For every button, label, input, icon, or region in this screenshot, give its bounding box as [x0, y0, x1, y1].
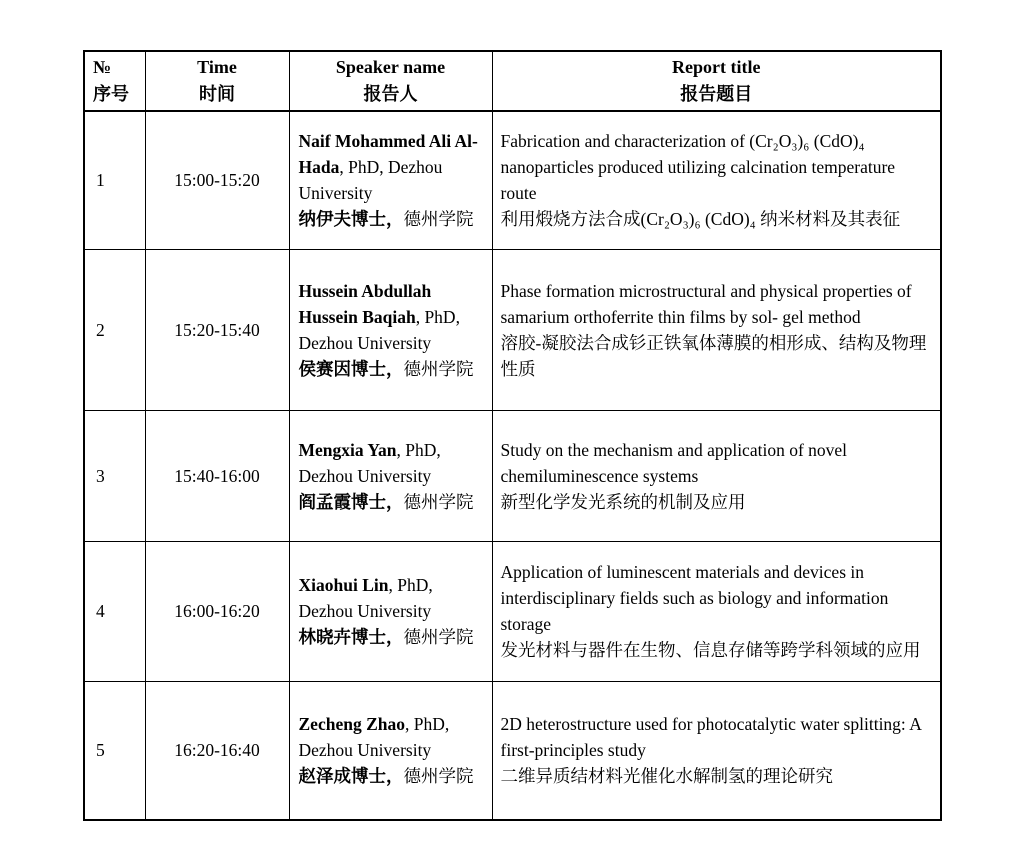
header-title	[492, 51, 941, 111]
header-speaker	[289, 51, 492, 111]
speaker-name-zh: 侯赛因博士，	[298, 358, 404, 379]
speaker-affiliation-en: , PhD, Dezhou University	[298, 306, 460, 353]
speaker-cell	[289, 410, 492, 541]
speaker-name-zh: 阎孟霞博士，	[298, 491, 404, 512]
speaker-english	[299, 437, 488, 489]
report-title-en: Fabrication and characterization of (Cr₂O₃)₆ (CdO)₄ nanoparticles produced utilizing calcination temperature route	[500, 131, 896, 204]
report-title-en: Phase formation microstructural and physical properties of samarium orthoferrite thin films by sol- gel method	[500, 280, 912, 327]
speaker-name-zh: 纳伊夫博士，	[298, 209, 404, 230]
report-title-zh: 新型化学发光系统的机制及应用	[500, 491, 746, 512]
speaker-affiliation-zh: 德州学院	[403, 627, 474, 647]
speaker-english	[299, 572, 488, 624]
speaker-chinese	[299, 206, 488, 232]
speaker-name-en: Naif Mohammed Ali Al-Hada	[298, 131, 478, 178]
time-cell: 16:00-16:20	[145, 541, 289, 681]
row-number: 2	[84, 249, 145, 410]
speaker-cell	[289, 541, 492, 681]
report-title-cell	[492, 249, 941, 410]
report-title-zh: 二维异质结材料光催化水解制氢的理论研究	[500, 766, 833, 787]
header-number-zh: 序号	[93, 84, 129, 104]
header-speaker-en: Speaker name	[335, 57, 446, 77]
row-number: 4	[84, 541, 145, 681]
report-title-zh: 发光材料与器件在生物、信息存储等跨学科领域的应用	[500, 640, 921, 660]
report-title-zh: 利用煅烧方法合成(Cr₂O₃)₆ (CdO)₄ 纳米材料及其表征	[500, 209, 901, 230]
header-number	[84, 51, 145, 111]
speaker-chinese	[299, 763, 488, 789]
header-row	[84, 51, 941, 111]
header-time-en: Time	[197, 57, 237, 77]
report-title-en: Study on the mechanism and application of novel chemiluminescence systems	[500, 439, 848, 486]
speaker-english	[299, 711, 488, 763]
speaker-affiliation-zh: 德州学院	[403, 209, 474, 230]
schedule-table	[83, 50, 942, 821]
header-title-en: Report title	[672, 57, 761, 77]
speaker-affiliation-zh: 德州学院	[403, 766, 474, 787]
header-title-zh: 报告题目	[680, 84, 753, 104]
table-row	[84, 249, 941, 410]
speaker-name-en: Zecheng Zhao	[298, 714, 405, 735]
speaker-english	[299, 278, 488, 356]
report-title-en: Application of luminescent materials and devices in interdisciplinary fields such as biology and information storage	[500, 562, 889, 634]
speaker-affiliation-zh: 德州学院	[403, 491, 474, 512]
speaker-affiliation-en: , PhD, Dezhou University	[298, 439, 441, 486]
time-cell: 16:20-16:40	[145, 681, 289, 820]
report-title-zh: 溶胶-凝胶法合成钐正铁氧体薄膜的相形成、结构及物理性质	[500, 332, 927, 379]
speaker-cell	[289, 249, 492, 410]
report-title-cell	[492, 541, 941, 681]
speaker-name-zh: 赵泽成博士，	[298, 766, 404, 787]
header-speaker-zh: 报告人	[363, 84, 418, 104]
speaker-english	[299, 128, 488, 206]
report-title-cell	[492, 681, 941, 820]
speaker-affiliation-zh: 德州学院	[403, 358, 474, 379]
table-row	[84, 681, 941, 820]
time-cell: 15:40-16:00	[145, 410, 289, 541]
speaker-affiliation-en: , PhD, Dezhou University	[298, 714, 450, 761]
report-title-cell	[492, 111, 941, 249]
report-title-cell	[492, 410, 941, 541]
time-cell: 15:20-15:40	[145, 249, 289, 410]
row-number: 1	[84, 111, 145, 249]
table-row	[84, 410, 941, 541]
time-cell: 15:00-15:20	[145, 111, 289, 249]
speaker-affiliation-en: , PhD, Dezhou University	[298, 575, 433, 621]
speaker-name-en: Hussein Abdullah Hussein Baqiah	[298, 280, 432, 327]
header-number-en: №	[93, 57, 112, 77]
header-time-zh: 时间	[199, 84, 235, 104]
speaker-chinese	[299, 356, 488, 382]
speaker-name-en: Mengxia Yan	[298, 439, 397, 460]
speaker-chinese	[299, 624, 488, 650]
speaker-chinese	[299, 489, 488, 515]
report-title-en: 2D heterostructure used for photocatalytic water splitting: A first-principles study	[500, 714, 921, 761]
header-time	[145, 51, 289, 111]
speaker-affiliation-en: , PhD, Dezhou University	[298, 157, 443, 204]
row-number: 5	[84, 681, 145, 820]
speaker-cell	[289, 681, 492, 820]
speaker-name-en: Xiaohui Lin	[298, 575, 389, 595]
row-number: 3	[84, 410, 145, 541]
table-row	[84, 111, 941, 249]
speaker-name-zh: 林晓卉博士，	[298, 627, 404, 647]
speaker-cell	[289, 111, 492, 249]
table-row	[84, 541, 941, 681]
